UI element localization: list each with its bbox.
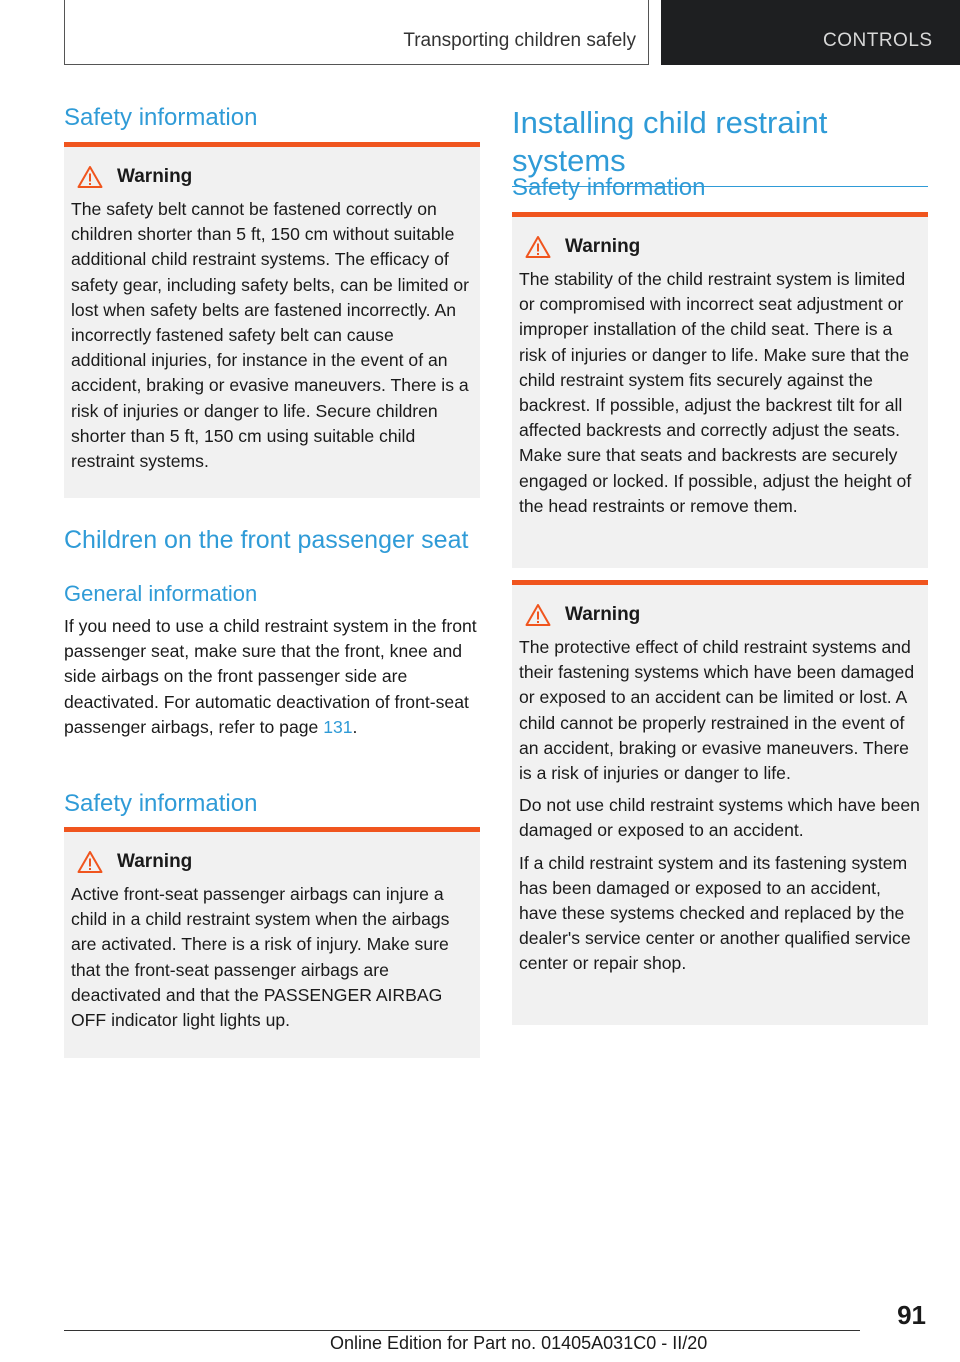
header-section-title: Transporting children safely <box>403 30 636 51</box>
warning-box-airbag <box>64 827 480 1058</box>
warning-header <box>519 233 921 261</box>
warning-title: Warning <box>117 166 193 187</box>
heading-installing-child-restraint: Installing child restraint systems <box>512 104 928 187</box>
page-number: 91 <box>897 1300 926 1330</box>
warning-triangle-icon <box>525 603 551 627</box>
warning-text: Active front-seat passenger airbags can injure a child in a child restraint system when the airbags are activated. There is a risk of injury. Make sure that the front-seat passenger airbags are deactivated and that the PASSENGER AIRBAG OFF indicator light lights up. <box>71 884 450 1031</box>
header-chapter-tab <box>661 0 960 65</box>
header-chapter-title: CONTROLS <box>823 30 933 51</box>
page-link[interactable]: 131 <box>323 716 353 737</box>
heading-general-information: General information <box>64 581 258 606</box>
warning-triangle-icon <box>525 235 551 259</box>
heading-children-front-seat: Children on the front passenger seat <box>64 526 469 554</box>
warning-text-1: The protective effect of child restraint systems and their fastening systems which have been damaged or exposed to an accident can be limited or lost. A child cannot be properly restrained in the event of an accident, braking or evasive maneuvers. There is a risk of injuries or danger to life. <box>519 637 915 784</box>
general-information-text <box>64 614 480 740</box>
warning-header <box>71 848 473 876</box>
general-text-end: . <box>352 716 358 737</box>
footer-edition: Online Edition for Part no. 01405A031C0 - II/20 <box>330 1333 708 1353</box>
warning-box-damaged <box>512 580 928 1025</box>
warning-text-2: Do not use child restraint systems which have been damaged or exposed to an accident. <box>519 795 920 841</box>
warning-text: The stability of the child restraint system is limited or compromised with incorrect seat adjustment or improper installation of the child seat. There is a risk of injuries or danger to life. Make sure that the child restraint system fits securely against the backrest. If possible, adjust the backrest tilt for all affected backrests and correctly adjust the seats. Make sure that seats and backrests are securely engaged or locked. If possible, adjust the height of the head restraints or remove them. <box>519 269 912 516</box>
warning-text: The safety belt cannot be fastened correctly on children shorter than 5 ft, 150 cm without suitable additional child restraint systems. The efficacy of safety gear, including safety belts, can be limited or lost when safety belts are fastened incorrectly. An incorrectly fastened safety belt can cause additional injuries, for instance in the event of an accident, braking or evasive maneuvers. There is a risk of injuries or danger to life. Secure children shorter than 5 ft, 150 cm using suitable child restraint systems. <box>71 199 470 472</box>
warning-box-belt <box>64 142 480 498</box>
footer-divider <box>64 1330 860 1331</box>
warning-box-stability <box>512 212 928 568</box>
warning-header <box>519 601 921 629</box>
warning-triangle-icon <box>77 850 103 874</box>
heading-safety-information-right: Safety information <box>512 174 706 201</box>
warning-header <box>71 163 473 191</box>
heading-safety-information: Safety information <box>64 104 258 131</box>
warning-title: Warning <box>565 236 641 257</box>
header-section-tab <box>64 0 649 65</box>
warning-title: Warning <box>565 604 641 625</box>
warning-title: Warning <box>117 851 193 872</box>
general-text: If you need to use a child restraint system in the front passenger seat, make sure that the front, knee and side airbags on the front passenger side are deactivated. For automatic deactivation of front-seat passenger airbags, refer to page <box>64 616 477 737</box>
heading-safety-information-2: Safety information <box>64 790 258 817</box>
warning-triangle-icon <box>77 165 103 189</box>
warning-text-3: If a child restraint system and its fastening system has been damaged or exposed to an accident, have these systems checked and replaced by the dealer's service center or another qualified service center or repair shop. <box>519 852 911 974</box>
